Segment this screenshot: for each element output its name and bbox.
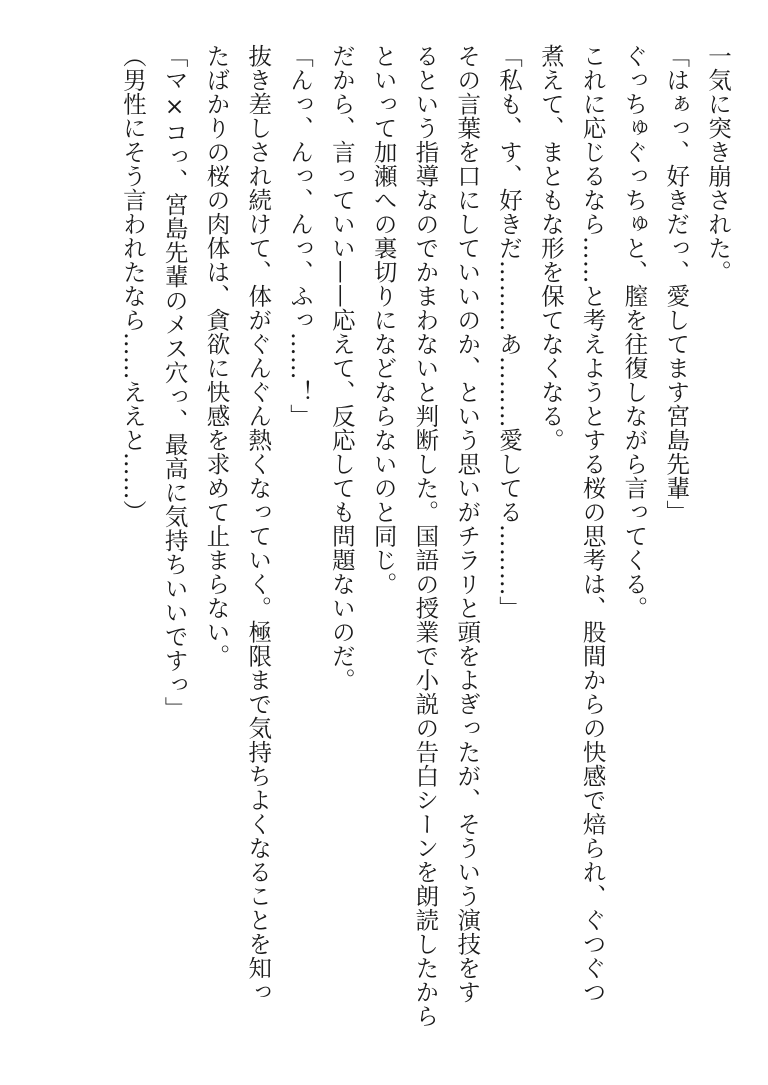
text-line: といって加瀬への裏切りになどならないのと同じ。	[369, 44, 398, 596]
vertical-text-body	[111, 44, 738, 1054]
text-line: だから、言っていい——応えて、反応しても問題ないのだ。	[327, 44, 356, 692]
text-line: 煮えて、まともな形を保てなくなる。	[536, 44, 565, 452]
text-line: 「んっ、んっ、んっ、ふっ……！」	[286, 44, 315, 428]
text-line: たばかりの桜の肉体は、貪欲に快感を求めて止まらない。	[202, 44, 231, 668]
text-line: （男性にそう言われたなら……ええと……）	[118, 44, 147, 524]
text-line: るという指導なのでかまわないと判断した。国語の授業で小説の告白シーンを朗読したから	[411, 44, 440, 1028]
text-line: 「私も、す、好きだ………あ………愛してる………」	[495, 44, 524, 620]
text-line: 「マ×コっ、宮島先輩のメス穴っ、最高に気持ちいいですっ」	[160, 44, 189, 721]
text-line: その言葉を口にしていいのか、という思いがチラリと頭をよぎったが、そういう演技をす	[453, 44, 482, 1004]
text-line: 一気に突き崩された。	[704, 44, 732, 284]
text-line: 「はぁっ、好きだっ、愛してます宮島先輩」	[662, 44, 691, 524]
text-line: 抜き差しされ続けて、体がぐんぐん熱くなっていく。極限まで気持ちよくなることを知っ	[244, 44, 273, 1004]
text-line: これに応じるなら……と考えようとする桜の思考は、股間からの快感で焙られ、ぐつぐつ	[578, 44, 607, 1004]
text-line: ぐっちゅぐっちゅと、膣を往復しながら言ってくる。	[620, 44, 649, 620]
